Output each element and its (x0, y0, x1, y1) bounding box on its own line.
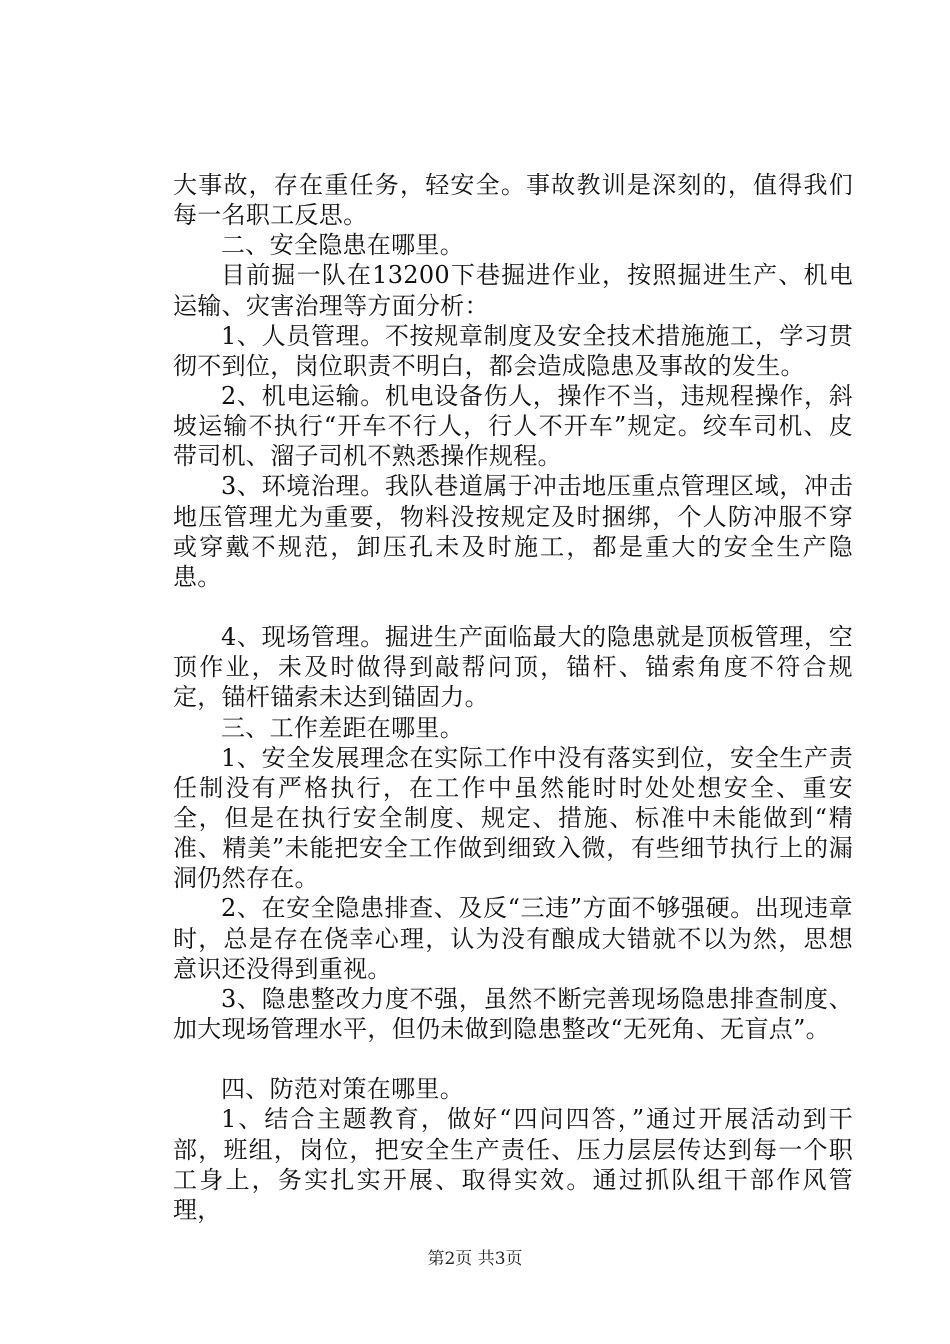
section-heading-3: 三、工作差距在哪里。 (221, 713, 464, 742)
paragraph-9: 1、安全发展理念在实际工作中没有落实到位，安全生产责任制没有严格执行，在工作中虽然能时时处处想安全、重安全，但是在执行安全制度、规定、措施、标准中未能做到“精准、精美”未能把安全工作做到细致入微，有些细节执行上的漏洞仍然存在。 (173, 743, 853, 893)
paragraph-10: 2、在安全隐患排查、及反“三违”方面不够强硬。出现违章时，总是存在侥幸心理，认为没有酿成大错就不以为然，思想意识还没得到重视。 (173, 894, 853, 983)
paragraph-6: 3、环境治理。我队巷道属于冲击地压重点管理区域，冲击地压管理尤为重要，物料没按规定及时捆绑，个人防冲服不穿或穿戴不规范，卸压孔未及时施工，都是重大的安全生产隐患。 (173, 472, 853, 591)
document-body (173, 170, 853, 1225)
paragraph-13: 1、结合主题教育，做好“四问四答，”通过开展活动到干部，班组，岗位，把安全生产责任、压力层层传达到每一个职工身上，务实扎实开展、取得实效。通过抓队组干部作风管理， (173, 1105, 853, 1224)
paragraph-4: 1、人员管理。不按规章制度及安全技术措施施工，学习贯彻不到位，岗位职责不明白，都会造成隐患及事故的发生。 (173, 321, 853, 380)
paragraph-1: 大事故，存在重任务，轻安全。事故教训是深刻的，值得我们每一名职工反思。 (173, 171, 853, 230)
paragraph-7: 4、现场管理。掘进生产面临最大的隐患就是顶板管理，空顶作业，未及时做得到敲帮问顶，锚杆、锚索角度不符合规定，锚杆锚索未达到锚固力。 (173, 623, 853, 712)
paragraph-11: 3、隐患整改力度不强，虽然不断完善现场隐患排查制度、加大现场管理水平，但仍未做到隐患整改“无死角、无盲点”。 (173, 984, 853, 1043)
section-heading-2: 二、安全隐患在哪里。 (221, 231, 464, 260)
section-heading-4: 四、防范对策在哪里。 (221, 1075, 464, 1104)
page-footer: 第2页 共3页 (427, 1249, 523, 1269)
paragraph-3: 目前掘一队在13200下巷掘进作业，按照掘进生产、机电运输、灾害治理等方面分析： (173, 261, 853, 320)
paragraph-5: 2、机电运输。机电设备伤人，操作不当，违规程操作，斜坡运输不执行“开车不行人，行人不开车”规定。绞车司机、皮带司机、溜子司机不熟悉操作规程。 (173, 381, 853, 471)
